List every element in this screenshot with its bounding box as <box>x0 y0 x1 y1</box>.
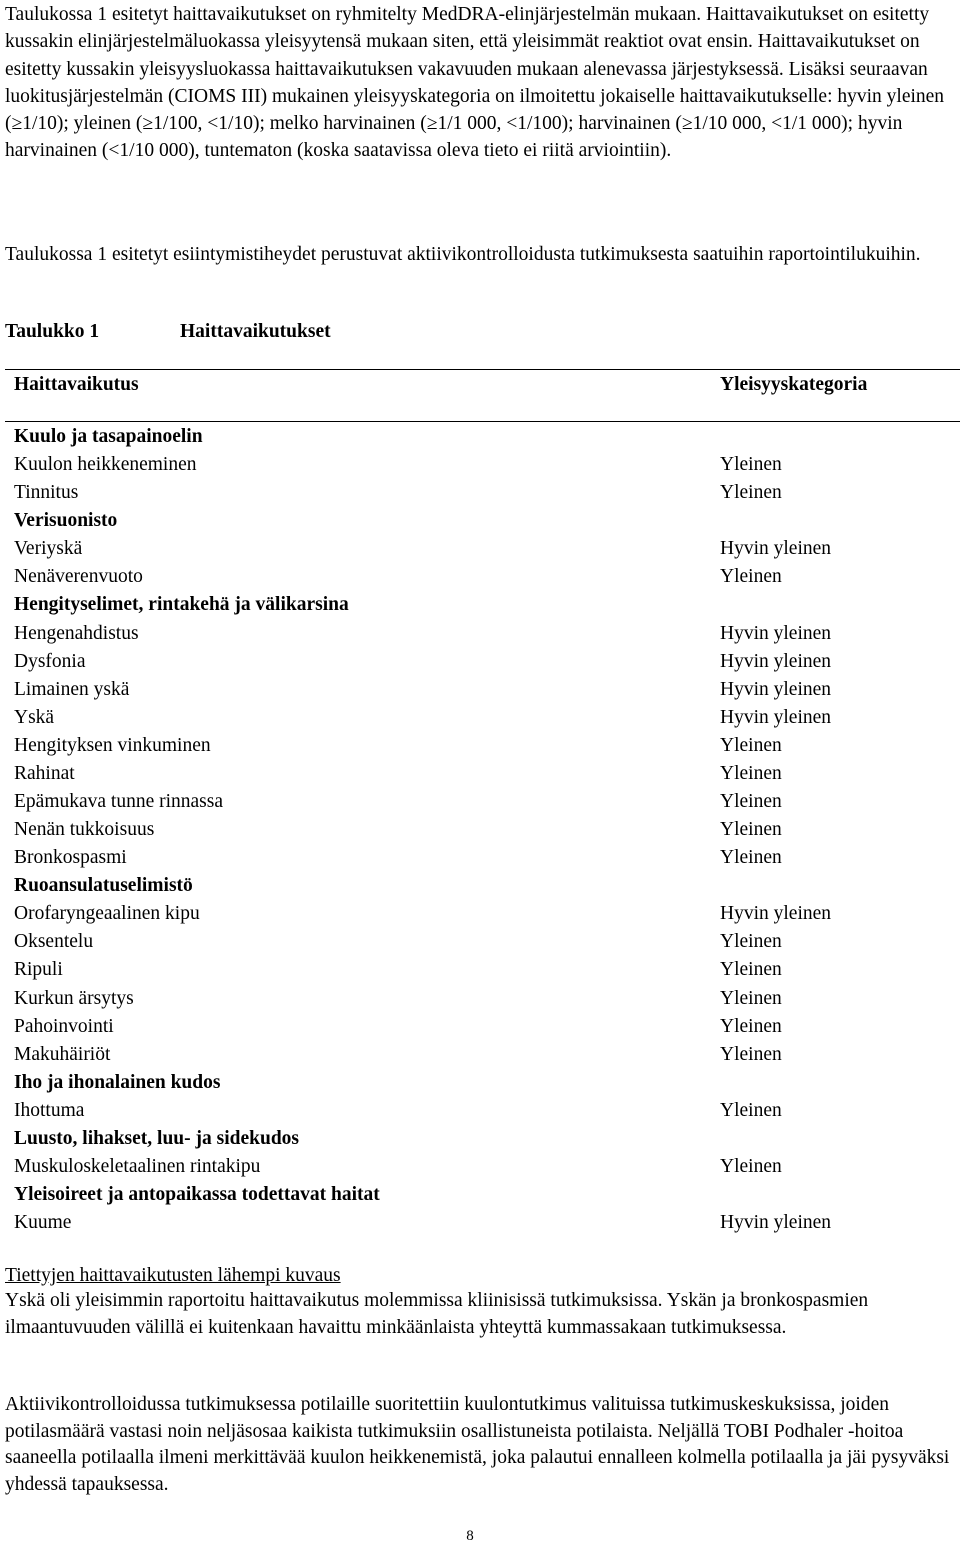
table-row <box>0 535 960 563</box>
adverse-effect-name: Tinnitus <box>14 482 79 504</box>
table-category-row <box>0 872 960 900</box>
frequency-value: Yleinen <box>720 847 782 869</box>
frequency-value: Yleinen <box>720 482 782 504</box>
organ-class-name: Luusto, lihakset, luu- ja sidekudos <box>14 1127 300 1149</box>
frequency-value: Yleinen <box>720 1099 782 1121</box>
frequency-value: Hyvin yleinen <box>720 1212 832 1234</box>
frequency-value: Hyvin yleinen <box>720 678 832 700</box>
description-paragraph-1: Yskä oli yleisimmin raportoitu haittavaikutus molemmissa kliinisissä tutkimuksissa. Yskän ja bronkospasmien ilmaantuvuuden välillä ei kuitenkaan havaittu minkäänlaista yhteyttä kummassakaan tutkimuksessa. <box>5 1290 869 1338</box>
adverse-effect-name: Nenäverenvuoto <box>14 566 143 588</box>
adverse-effect-name: Bronkospasmi <box>14 847 127 869</box>
frequency-value: Hyvin yleinen <box>720 538 832 560</box>
table-row <box>0 760 960 788</box>
frequency-value: Yleinen <box>720 791 782 813</box>
frequency-value: Yleinen <box>720 959 782 981</box>
description-paragraph-2: Aktiivikontrolloidussa tutkimuksessa potilaille suoritettiin kuulontutkimus valituissa tutkimuskeskuksissa, joiden potilasmäärä vastasi noin neljäsosaa kaikista tutkimuksiin osallistuneista potilaista. Neljällä TOBI Podhaler -hoitoa saaneella potilaalla ilmeni merkittävää kuulon heikkenemistä, joka palautui ennalleen kolmella potilaalla ja jäi pysyväksi yhdessä tapauksessa. <box>5 1394 950 1495</box>
table-row <box>0 648 960 676</box>
frequency-value: Yleinen <box>720 1156 782 1178</box>
table-category-row <box>0 1125 960 1153</box>
adverse-effect-name: Yskä <box>14 706 55 728</box>
table-category-row <box>0 507 960 535</box>
table-row <box>0 1153 960 1181</box>
table-row <box>0 956 960 984</box>
adverse-effect-name: Ripuli <box>14 959 63 981</box>
table-row <box>0 704 960 732</box>
table-row <box>0 1041 960 1069</box>
frequency-value: Hyvin yleinen <box>720 706 832 728</box>
table-row <box>0 563 960 591</box>
adverse-effect-name: Orofaryngeaalinen kipu <box>14 903 200 925</box>
table-category-row <box>0 1069 960 1097</box>
column-header-frequency-category: Yleisyyskategoria <box>720 374 868 395</box>
frequency-value: Yleinen <box>720 1015 782 1037</box>
adverse-effect-name: Dysfonia <box>14 650 86 672</box>
frequency-value: Yleinen <box>720 819 782 841</box>
table-row <box>0 900 960 928</box>
table-category-row <box>0 1181 960 1209</box>
table-row <box>0 1209 960 1237</box>
frequency-value: Yleinen <box>720 734 782 756</box>
organ-class-name: Iho ja ihonalainen kudos <box>14 1071 221 1093</box>
adverse-effect-name: Pahoinvointi <box>14 1015 114 1037</box>
organ-class-name: Kuulo ja tasapainoelin <box>14 426 203 447</box>
table-row <box>0 620 960 648</box>
adverse-effect-name: Ihottuma <box>14 1099 85 1121</box>
page-number: 8 <box>466 1528 474 1544</box>
adverse-effect-name: Hengenahdistus <box>14 622 139 644</box>
adverse-effect-name: Kurkun ärsytys <box>14 987 134 1009</box>
table-row <box>0 788 960 816</box>
intro-paragraph-2: Taulukossa 1 esitetyt esiintymistiheydet perustuvat aktiivikontrolloidusta tutkimuksesta saatuihin raportointilukuihin. <box>5 244 921 265</box>
adverse-effect-name: Muskuloskeletaalinen rintakipu <box>14 1156 261 1178</box>
table-caption-title: Haittavaikutukset <box>180 321 331 342</box>
table-top-rule <box>5 369 960 370</box>
organ-class-name: Yleisoireet ja antopaikassa todettavat haitat <box>14 1184 380 1206</box>
frequency-value: Yleinen <box>720 1043 782 1065</box>
frequency-value: Yleinen <box>720 566 782 588</box>
adverse-effect-name: Kuume <box>14 1212 72 1234</box>
table-category-row <box>0 591 960 619</box>
adverse-effect-name: Makuhäiriöt <box>14 1043 111 1065</box>
frequency-value: Hyvin yleinen <box>720 650 832 672</box>
adverse-effect-name: Rahinat <box>14 762 75 784</box>
adverse-effect-name: Limainen yskä <box>14 678 130 700</box>
organ-class-name: Hengityselimet, rintakehä ja välikarsina <box>14 594 349 616</box>
frequency-value: Yleinen <box>720 762 782 784</box>
table-row <box>0 928 960 956</box>
table-row <box>0 816 960 844</box>
organ-class-name: Ruoansulatuselimistö <box>14 875 193 897</box>
frequency-value: Yleinen <box>720 931 782 953</box>
table-caption-label: Taulukko 1 <box>5 321 100 342</box>
description-heading: Tiettyjen haittavaikutusten lähempi kuvaus <box>5 1265 341 1286</box>
adverse-effect-name: Kuulon heikkeneminen <box>14 454 197 476</box>
frequency-value: Hyvin yleinen <box>720 903 832 925</box>
adverse-effects-table-body <box>0 423 960 1237</box>
table-row <box>0 844 960 872</box>
intro-paragraph-1: Taulukossa 1 esitetyt haittavaikutukset on ryhmitelty MedDRA-elinjärjestelmän mukaan. Haittavaikutukset on esitetty kussakin elinjärjestelmäluokassa yleisyytensä mukaan siten, että yleisimmät reaktiot ovat ensin. Haittavaikutukset on esitetty kussakin yleisyysluokassa haittavaikutuksen vakavuuden mukaan alenevassa järjestyksessä. Lisäksi seuraavan luokitusjärjestelmän (CIOMS III) mukainen yleisyyskategoria on ilmoitettu jokaiselle haittavaikutukselle: hyvin yleinen (≥1/10); yleinen (≥1/100, <1/10); melko harvinainen (≥1/1 000, <1/100); harvinainen (≥1/10 000, <1/1 000); hyvin harvinainen (<1/10 000), tuntematon (koska saatavissa oleva tieto ei riitä arviointiin). <box>5 4 945 162</box>
adverse-effect-name: Hengityksen vinkuminen <box>14 734 211 756</box>
table-row <box>0 451 960 479</box>
frequency-value: Hyvin yleinen <box>720 622 832 644</box>
table-category-row <box>0 423 960 451</box>
frequency-value: Yleinen <box>720 987 782 1009</box>
adverse-effect-name: Oksentelu <box>14 931 94 953</box>
table-row <box>0 479 960 507</box>
frequency-value: Yleinen <box>720 454 782 476</box>
adverse-effect-name: Veriyskä <box>14 538 83 560</box>
adverse-effect-name: Nenän tukkoisuus <box>14 819 155 841</box>
table-row <box>0 732 960 760</box>
adverse-effect-name: Epämukava tunne rinnassa <box>14 791 224 813</box>
table-row <box>0 985 960 1013</box>
table-header-rule <box>5 421 960 422</box>
table-row <box>0 1013 960 1041</box>
table-row <box>0 676 960 704</box>
table-row <box>0 1097 960 1125</box>
column-header-adverse-effect: Haittavaikutus <box>14 374 139 395</box>
organ-class-name: Verisuonisto <box>14 510 118 532</box>
